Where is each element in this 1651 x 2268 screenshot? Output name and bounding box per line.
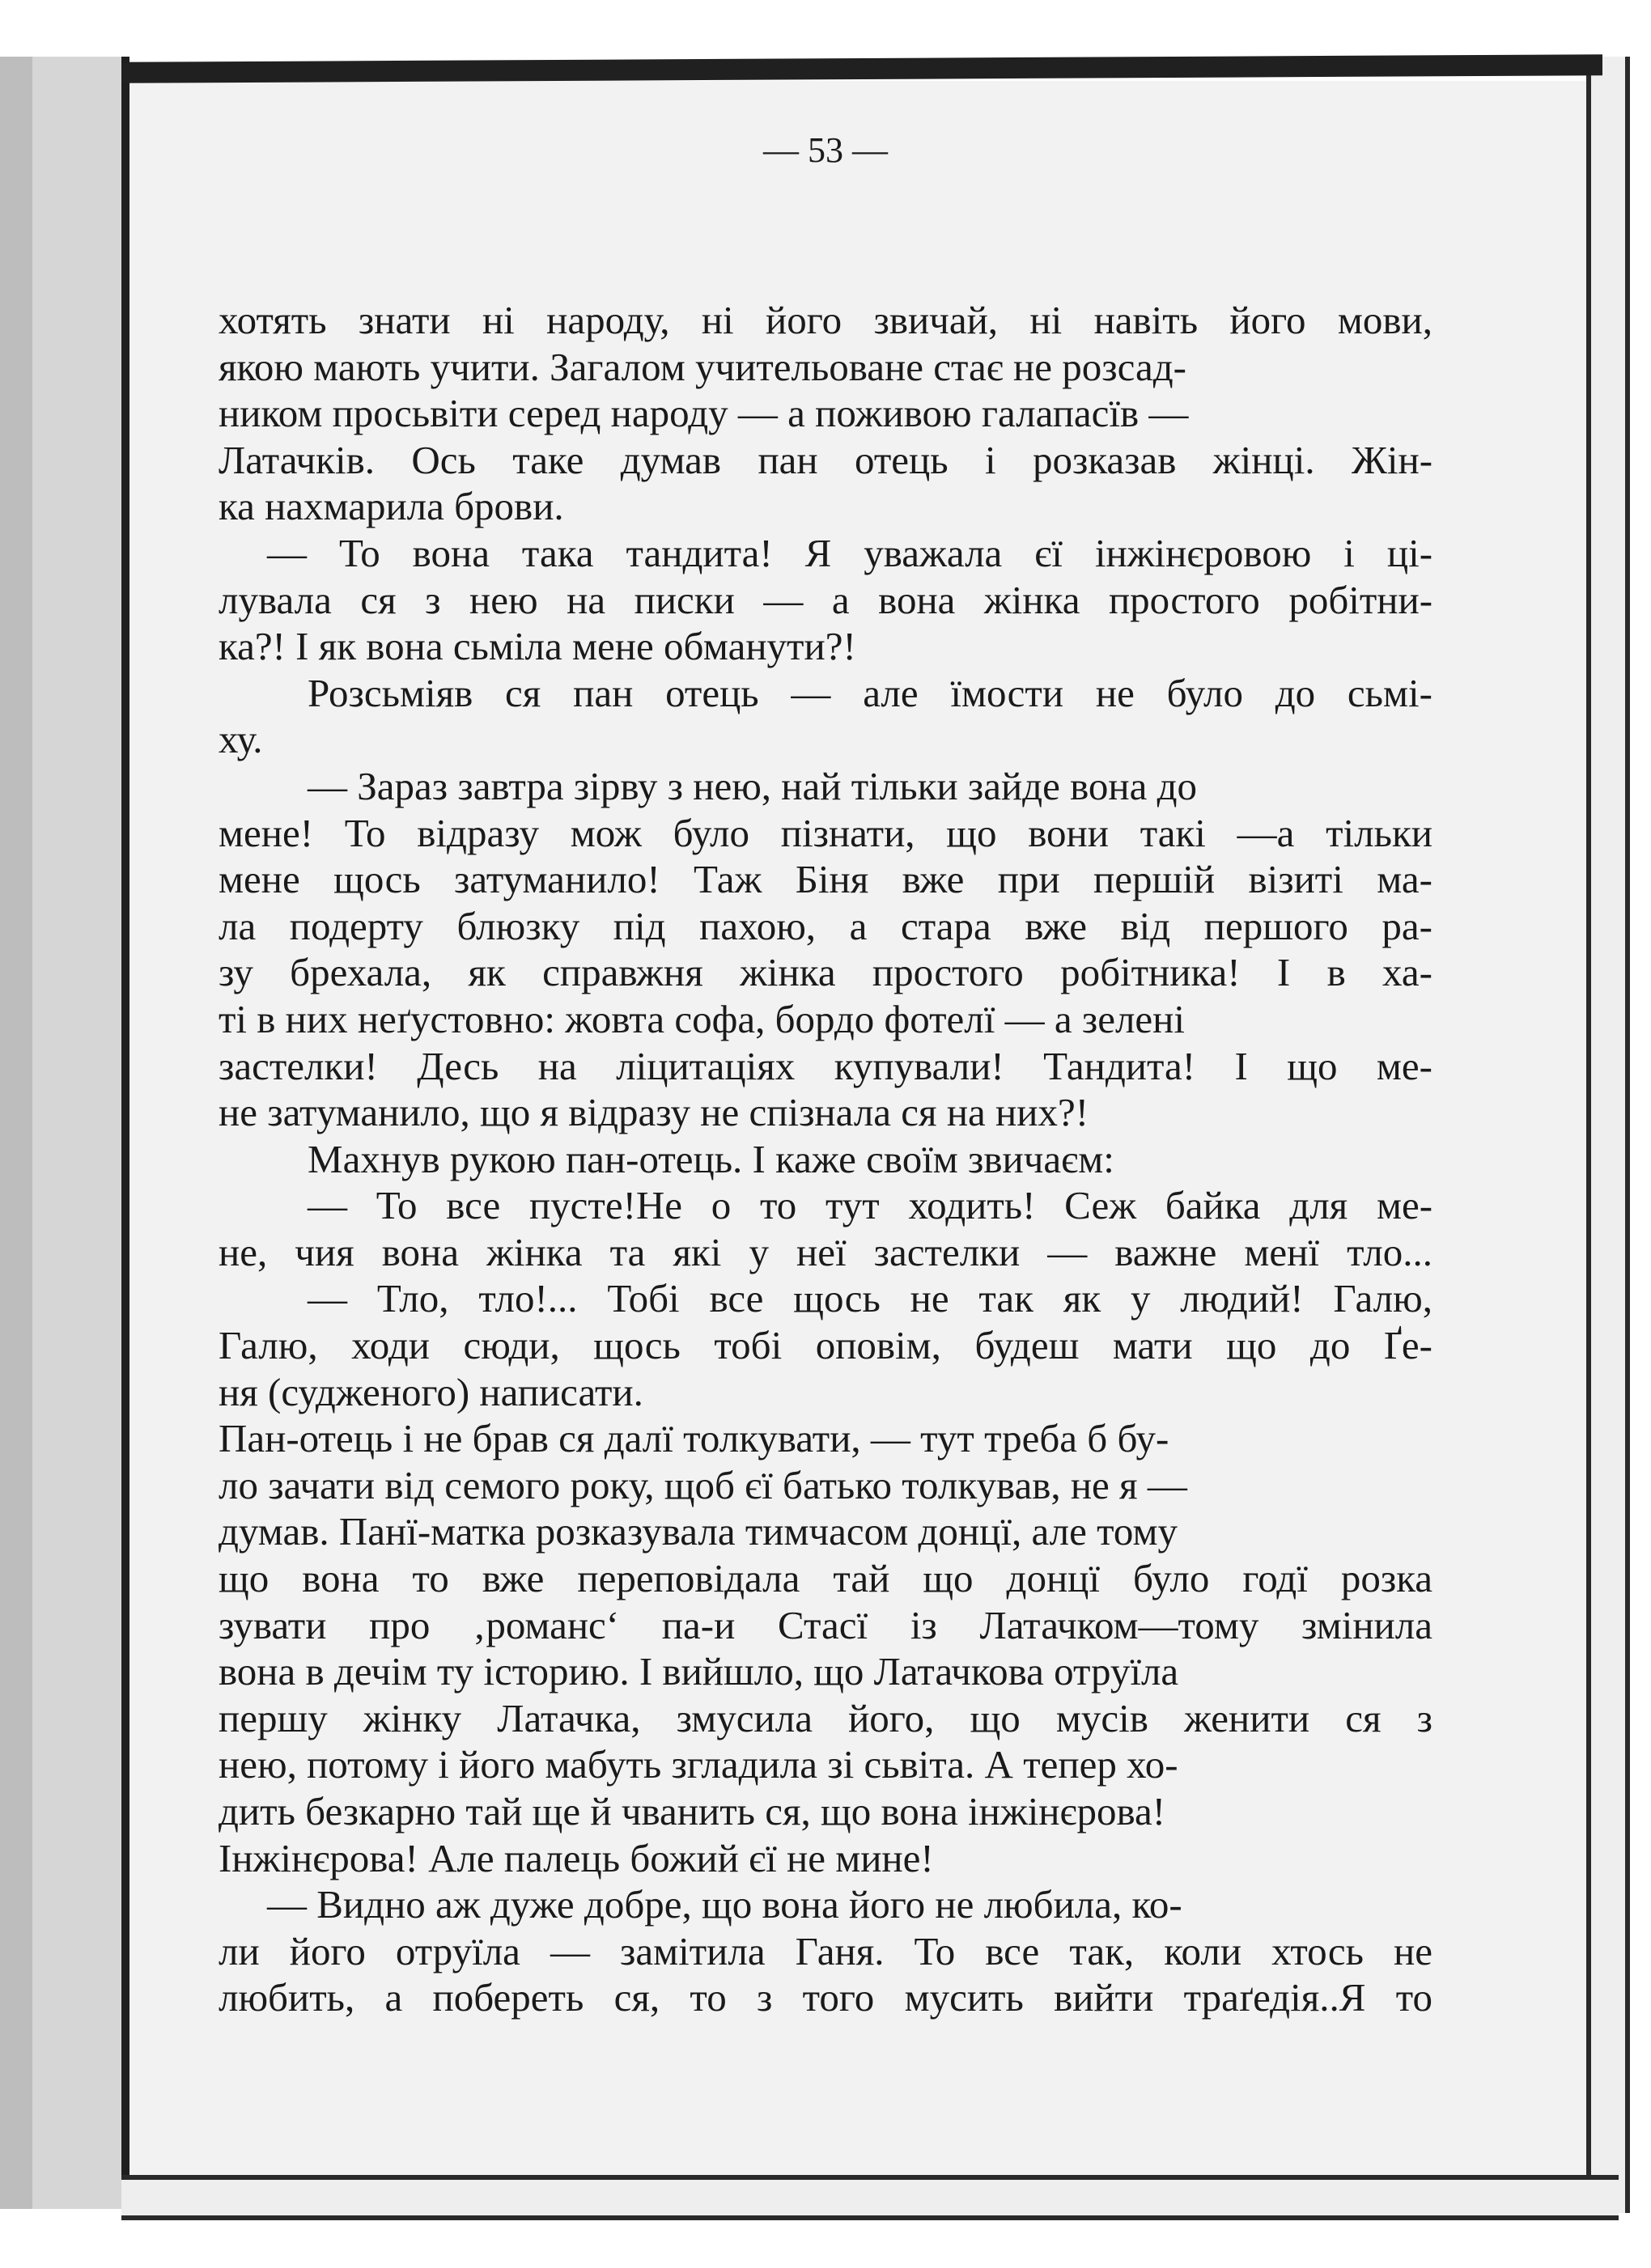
text-line: думав. Панї-матка розказувала тимчасом донцї, але тому bbox=[219, 1509, 1178, 1554]
page-right-edge bbox=[1586, 57, 1630, 2213]
text-line: — То вона така тандита! Я уважала єї інжінєровою і ці- bbox=[267, 530, 1433, 575]
text-line: Розсьміяв ся пан отець — але їмости не було до сьмі- bbox=[308, 670, 1432, 715]
text-line: ло зачати від семого року, щоб єї батько толкував, не я — bbox=[219, 1462, 1187, 1507]
text-line: зу брехала, як справжня жінка простого робітника! І в ха- bbox=[219, 950, 1432, 995]
text-line: — Видно аж дуже добре, що вона його не любила, ко- bbox=[267, 1882, 1182, 1927]
text-line: якою мають учити. Загалом учительоване стає не розсад- bbox=[219, 344, 1186, 389]
page-number: — 53 — bbox=[763, 130, 888, 170]
text-line: Латачків. Ось таке думав пан отець і розказав жінці. Жін- bbox=[219, 437, 1433, 482]
text-line: вона в дечім ту історию. І вийшло, що Латачкова отруїла bbox=[219, 1649, 1179, 1694]
text-line: ті в них неґустовно: жовта софа, бордо фотелї — а зелені bbox=[219, 996, 1186, 1041]
text-line: Махнув рукою пан-отець. І каже своїм звичаєм: bbox=[308, 1136, 1114, 1181]
text-line: застелки! Десь на ліцитаціях купували! Тандита! І що ме- bbox=[219, 1043, 1432, 1088]
previous-page-shadow bbox=[0, 57, 32, 2209]
text-line: ху. bbox=[219, 717, 263, 762]
text-line: дить безкарно тай ще й чванить ся, що вона інжінєрова! bbox=[219, 1789, 1166, 1833]
text-line: Інжінєрова! Але палець божий єї не мине! bbox=[219, 1835, 934, 1880]
text-line: нею, потому і його мабуть згладила зі сьвіта. А тепер хо- bbox=[219, 1742, 1178, 1787]
text-line: Галю, ходи сюди, щось тобі оповім, будеш мати що до Ґе- bbox=[219, 1323, 1432, 1368]
text-line: мене щось затуманило! Таж Біня вже при першій візиті ма- bbox=[219, 857, 1432, 902]
text-line: зувати про ‚романс‘ па-и Стасї із Латачком—тому змінила bbox=[219, 1602, 1432, 1647]
text-line: ка?! І як вона сьміла мене обманути?! bbox=[219, 624, 856, 669]
text-line: — Зараз завтра зірву з нею, най тільки зайде вона до bbox=[308, 763, 1198, 808]
text-line: любить, а побереть ся, то з того мусить вийти траґедія..Я то bbox=[219, 1975, 1432, 2020]
text-line: не затуманило, що я відразу не спізнала ся на них?! bbox=[219, 1090, 1089, 1135]
text-line: Пан-отець і не брав ся далї толкувати, — тут треба б бу- bbox=[219, 1416, 1169, 1461]
text-line: ка нахмарила брови. bbox=[219, 484, 564, 529]
page-bottom-edge bbox=[121, 2175, 1619, 2220]
text-line: ником просьвіти серед народу — а поживою галапасїв — bbox=[219, 391, 1189, 436]
top-binding-edge bbox=[121, 54, 1602, 83]
text-line: лувала ся з нею на писки — а вона жінка простого робітни- bbox=[219, 577, 1433, 622]
text-line: — Тло, тло!... Тобі все щось не так як у людий! Галю, bbox=[308, 1276, 1432, 1321]
text-line: першу жінку Латачка, змусила його, що мусів женити ся з bbox=[219, 1695, 1433, 1740]
text-line: ли його отруїла — замітила Ганя. То все так, коли хтось не bbox=[219, 1928, 1432, 1973]
text-line: мене! То відразу мож було пізнати, що вони такі —а тільки bbox=[219, 810, 1432, 855]
text-line: що вона то вже переповідала тай що донцї було годї розка bbox=[219, 1556, 1433, 1601]
text-line: — То все пусте!Не о то тут ходить! Сеж байка для ме- bbox=[308, 1183, 1433, 1228]
text-line: ня (судженого) написати. bbox=[219, 1369, 643, 1414]
text-line: хотять знати ні народу, ні його звичай, ні навіть його мови, bbox=[219, 298, 1432, 342]
text-line: не, чия вона жінка та які у неї застелки — важне менї тло... bbox=[219, 1229, 1432, 1274]
previous-page-edge bbox=[0, 57, 129, 2209]
text-line: ла подерту блюзку під пахою, а стара вже від першого ра- bbox=[219, 903, 1432, 948]
body-text bbox=[219, 297, 1432, 2021]
